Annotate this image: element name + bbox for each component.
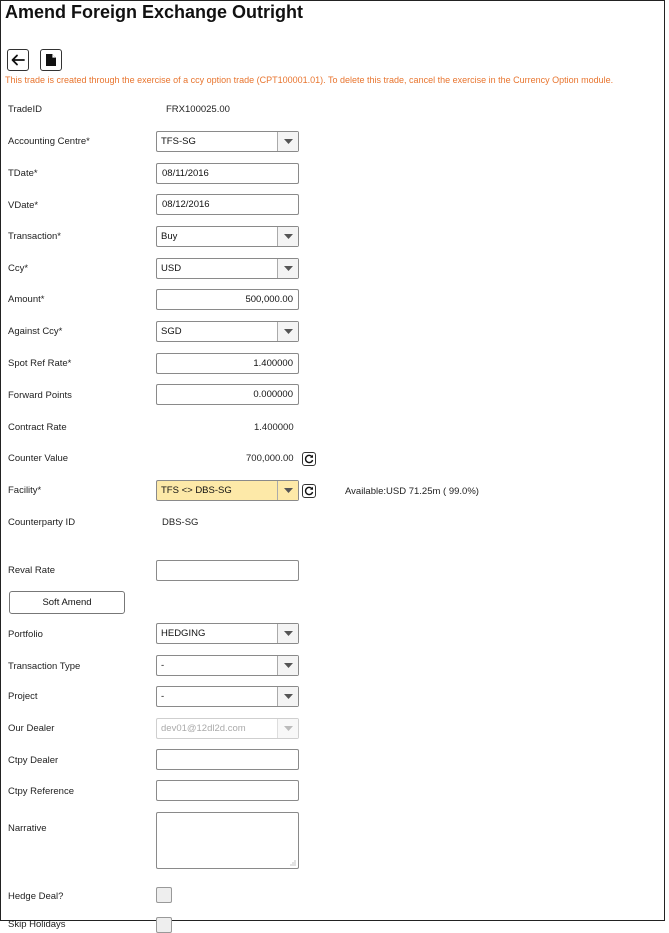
counterparty-id-label: Counterparty ID bbox=[8, 517, 76, 528]
hedge-deal-label: Hedge Deal? bbox=[8, 891, 64, 902]
chevron-down-icon[interactable] bbox=[277, 322, 298, 341]
accounting-centre-value: TFS-SG bbox=[161, 136, 196, 147]
chevron-down-icon[interactable] bbox=[277, 227, 298, 246]
ctpy-reference-input[interactable] bbox=[156, 780, 299, 801]
ccy-label: Ccy* bbox=[8, 263, 29, 274]
transaction-select[interactable] bbox=[156, 226, 299, 247]
refresh-counter-value-button[interactable] bbox=[302, 452, 316, 466]
tdate-label: TDate* bbox=[8, 168, 38, 179]
portfolio-label: Portfolio bbox=[8, 629, 43, 640]
portfolio-value: HEDGING bbox=[161, 628, 206, 639]
document-button[interactable] bbox=[40, 49, 62, 71]
our-dealer-label: Our Dealer bbox=[8, 723, 55, 734]
ctpy-reference-label: Ctpy Reference bbox=[8, 786, 75, 797]
facility-value: TFS <> DBS-SG bbox=[161, 485, 232, 496]
contract-rate-label: Contract Rate bbox=[8, 422, 67, 433]
amount-input[interactable]: 500,000.00 bbox=[156, 289, 299, 310]
counter-value-label: Counter Value bbox=[8, 453, 69, 464]
ccy-select[interactable] bbox=[156, 258, 299, 279]
trade-id-label: TradeID bbox=[8, 104, 42, 115]
back-button[interactable] bbox=[7, 49, 29, 71]
refresh-facility-button[interactable] bbox=[302, 484, 316, 498]
amount-label: Amount* bbox=[8, 294, 45, 305]
contract-rate-value: 1.400000 bbox=[254, 422, 294, 433]
chevron-down-icon bbox=[277, 719, 298, 738]
skip-holidays-label: Skip Holidays bbox=[8, 919, 66, 930]
against-ccy-value: SGD bbox=[161, 326, 182, 337]
document-icon bbox=[45, 53, 57, 67]
vdate-label: VDate* bbox=[8, 200, 39, 211]
page-title: Amend Foreign Exchange Outright bbox=[5, 2, 304, 22]
refresh-icon bbox=[304, 454, 314, 464]
vdate-input[interactable]: 08/12/2016 bbox=[156, 194, 299, 215]
our-dealer-select bbox=[156, 718, 299, 739]
against-ccy-label: Against Ccy* bbox=[8, 326, 63, 337]
accounting-centre-select[interactable] bbox=[156, 131, 299, 152]
chevron-down-icon[interactable] bbox=[277, 132, 298, 151]
chevron-down-icon[interactable] bbox=[277, 624, 298, 643]
resize-handle-icon[interactable] bbox=[289, 859, 296, 866]
spot-ref-rate-label: Spot Ref Rate* bbox=[8, 358, 72, 369]
portfolio-select[interactable] bbox=[156, 623, 299, 644]
chevron-down-icon[interactable] bbox=[277, 656, 298, 675]
transaction-type-label: Transaction Type bbox=[8, 661, 81, 672]
skip-holidays-checkbox[interactable] bbox=[156, 917, 172, 933]
our-dealer-value: dev01@12dl2d.com bbox=[161, 723, 246, 734]
against-ccy-select[interactable] bbox=[156, 321, 299, 342]
refresh-icon bbox=[304, 486, 314, 496]
narrative-label: Narrative bbox=[8, 823, 47, 834]
project-select[interactable] bbox=[156, 686, 299, 707]
project-label: Project bbox=[8, 691, 38, 702]
counterparty-id-value: DBS-SG bbox=[162, 517, 199, 528]
accounting-centre-label: Accounting Centre* bbox=[8, 136, 90, 147]
tdate-input[interactable]: 08/11/2016 bbox=[156, 163, 299, 184]
chevron-down-icon[interactable] bbox=[277, 481, 298, 500]
chevron-down-icon[interactable] bbox=[277, 259, 298, 278]
transaction-type-select[interactable] bbox=[156, 655, 299, 676]
ccy-value: USD bbox=[161, 263, 182, 274]
facility-available: Available:USD 71.25m ( 99.0%) bbox=[345, 486, 479, 497]
arrow-left-icon bbox=[11, 54, 25, 66]
transaction-type-value: - bbox=[161, 660, 165, 671]
narrative-textarea[interactable] bbox=[156, 812, 299, 869]
trade-id-value: FRX100025.00 bbox=[166, 104, 230, 115]
soft-amend-button[interactable]: Soft Amend bbox=[9, 591, 125, 614]
project-value: - bbox=[161, 691, 165, 702]
counter-value-value: 700,000.00 bbox=[246, 453, 294, 464]
transaction-label: Transaction* bbox=[8, 231, 61, 242]
reval-rate-input[interactable] bbox=[156, 560, 299, 581]
transaction-value: Buy bbox=[161, 231, 178, 242]
exercise-warning: This trade is created through the exercise of a ccy option trade (CPT100001.01). To delete this trade, cancel the exercise in the Currency Option module. bbox=[5, 75, 614, 85]
ctpy-dealer-input[interactable] bbox=[156, 749, 299, 770]
forward-points-input[interactable]: 0.000000 bbox=[156, 384, 299, 405]
forward-points-label: Forward Points bbox=[8, 390, 72, 401]
spot-ref-rate-input[interactable]: 1.400000 bbox=[156, 353, 299, 374]
facility-select[interactable] bbox=[156, 480, 299, 501]
facility-label: Facility* bbox=[8, 485, 42, 496]
reval-rate-label: Reval Rate bbox=[8, 565, 55, 576]
chevron-down-icon[interactable] bbox=[277, 687, 298, 706]
ctpy-dealer-label: Ctpy Dealer bbox=[8, 755, 59, 766]
hedge-deal-checkbox[interactable] bbox=[156, 887, 172, 903]
